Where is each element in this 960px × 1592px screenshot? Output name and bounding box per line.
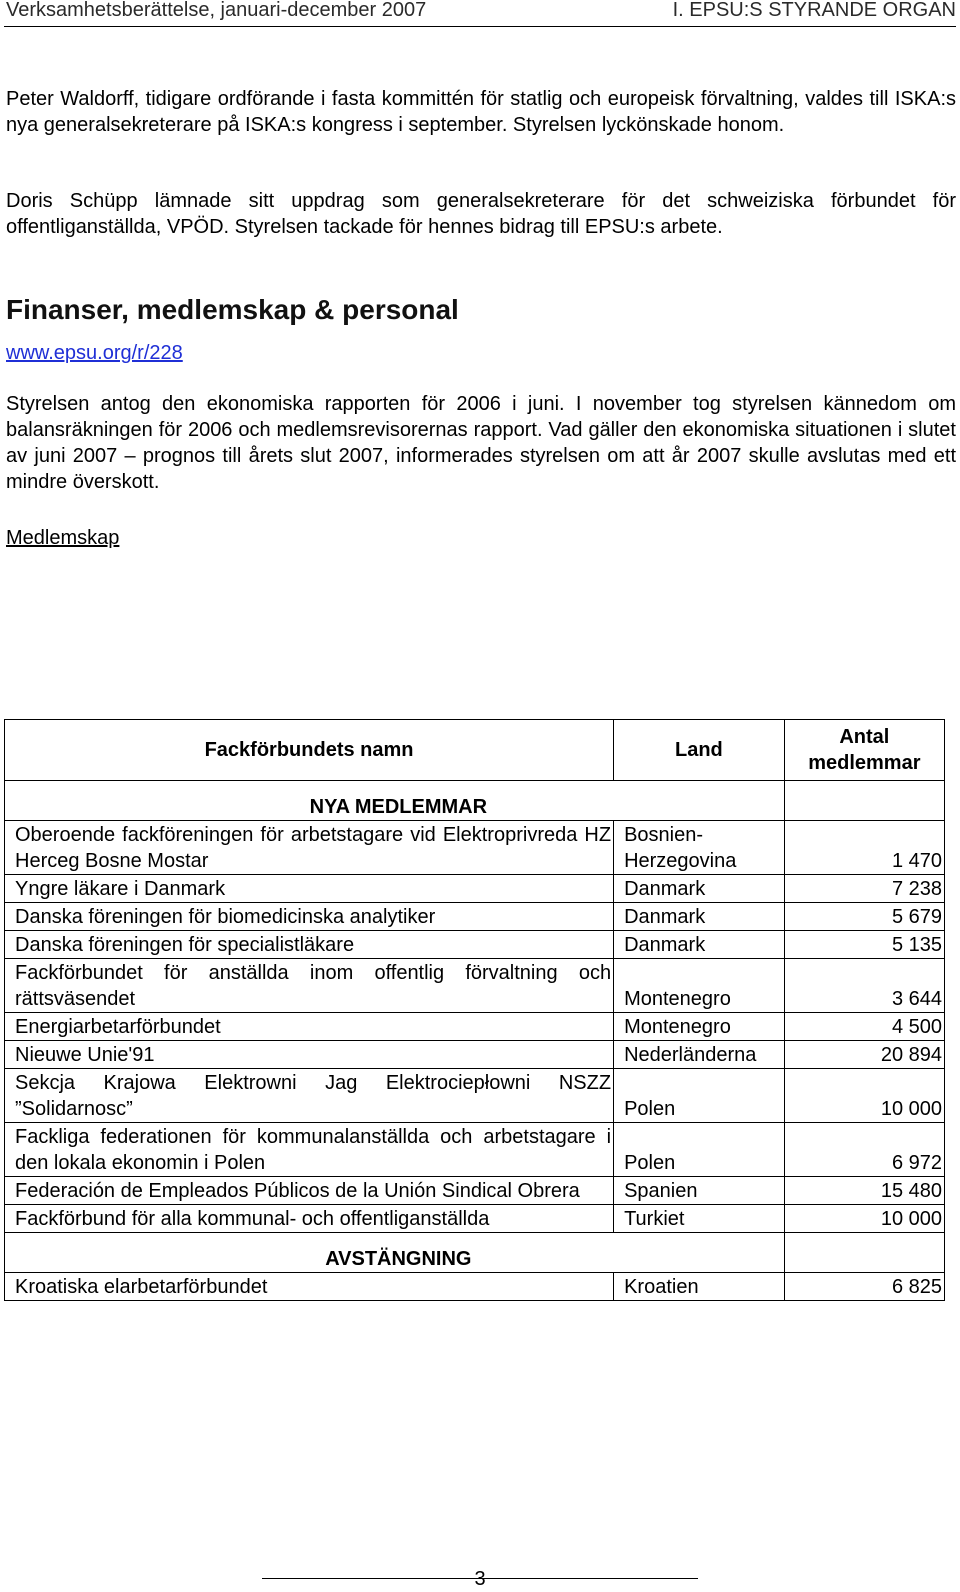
table-row (5, 1069, 945, 1123)
member-union-name: Fackförbundet för anställda inom offentlig förvaltning och rättsväsendet (5, 959, 614, 1013)
member-country: Danmark (614, 903, 785, 931)
header-section-title: I. EPSU:S STYRANDE ORGAN (672, 0, 956, 21)
member-country: Danmark (614, 875, 785, 903)
member-count: 1 470 (784, 821, 944, 875)
member-country: Kroatien (614, 1273, 785, 1301)
member-country: Polen (614, 1123, 785, 1177)
paragraph-schupp: Doris Schüpp lämnade sitt uppdrag som generalsekreterare för det schweiziska förbundet för offentliganställda, VPÖD. Styrelsen tackade för hennes bidrag till EPSU:s arbete. (6, 190, 956, 238)
page-number: 3 (474, 1568, 486, 1590)
section-link[interactable]: www.epsu.org/r/228 (6, 342, 183, 364)
member-count: 10 000 (784, 1205, 944, 1233)
member-union-name: Danska föreningen för biomedicinska analytiker (5, 903, 614, 931)
member-country: Nederländerna (614, 1041, 785, 1069)
table-row (5, 1205, 945, 1233)
member-union-name: Yngre läkare i Danmark (5, 875, 614, 903)
member-count: 6 825 (784, 1273, 944, 1301)
member-count: 15 480 (784, 1177, 944, 1205)
member-country: Montenegro (614, 1013, 785, 1041)
member-union-name: Kroatiska elarbetarförbundet (5, 1273, 614, 1301)
member-union-name: Fackförbund för alla kommunal- och offentliganställda (5, 1205, 614, 1233)
member-country: Danmark (614, 931, 785, 959)
table-row (5, 959, 945, 1013)
member-count: 5 679 (784, 903, 944, 931)
member-count: 20 894 (784, 1041, 944, 1069)
table-row (5, 1013, 945, 1041)
header-country: Land (614, 720, 785, 781)
member-count: 7 238 (784, 875, 944, 903)
member-count: 6 972 (784, 1123, 944, 1177)
member-count: 5 135 (784, 931, 944, 959)
table-row (5, 903, 945, 931)
header-divider (4, 26, 956, 27)
member-country: Bosnien-Herzegovina (614, 821, 785, 875)
member-count: 4 500 (784, 1013, 944, 1041)
membership-subheading: Medlemskap (6, 527, 120, 549)
header-members: Antal medlemmar (784, 720, 944, 781)
member-count: 10 000 (784, 1069, 944, 1123)
table-header-row (5, 720, 945, 781)
member-country: Montenegro (614, 959, 785, 1013)
header-name: Fackförbundets namn (5, 720, 614, 781)
member-union-name: Sekcja Krajowa Elektrowni Jag Elektrociepłowni NSZZ ”Solidarnosc” (5, 1069, 614, 1123)
member-count: 3 644 (784, 959, 944, 1013)
member-union-name: Nieuwe Unie'91 (5, 1041, 614, 1069)
paragraph-waldorff: Peter Waldorff, tidigare ordförande i fasta kommittén för statlig och europeisk förvaltning, valdes till ISKA:s nya generalsekreterare på ISKA:s kongress i september. Styrelsen lyckönskade honom. (6, 88, 956, 136)
member-country: Spanien (614, 1177, 785, 1205)
section-suspended: AVSTÄNGNING (5, 1233, 785, 1273)
table-row (5, 821, 945, 875)
member-country: Turkiet (614, 1205, 785, 1233)
table-row (5, 875, 945, 903)
paragraph-finances: Styrelsen antog den ekonomiska rapporten för 2006 i juni. I november tog styrelsen kännedom om balansräkningen för 2006 och medlemsrevisorernas rapport. Vad gäller den ekonomiska situationen i slutet av juni 2007 – prognos till årets slut 2007, informerades styrelsen om att år 2007 skulle avslutas med ett mindre överskott. (6, 393, 956, 493)
membership-table (4, 719, 945, 1301)
section-row-suspended (5, 1233, 945, 1273)
table-row (5, 1041, 945, 1069)
section-title: Finanser, medlemskap & personal (6, 294, 459, 325)
table-row (5, 1177, 945, 1205)
header-document-title: Verksamhetsberättelse, januari-december 2007 (6, 0, 427, 21)
member-union-name: Fackliga federationen för kommunalanställda och arbetstagare i den lokala ekonomin i Polen (5, 1123, 614, 1177)
section-new-members: NYA MEDLEMMAR (5, 781, 785, 821)
member-union-name: Energiarbetarförbundet (5, 1013, 614, 1041)
running-header (6, 0, 956, 26)
member-country: Polen (614, 1069, 785, 1123)
table-row (5, 931, 945, 959)
table-row (5, 1123, 945, 1177)
member-union-name: Oberoende fackföreningen för arbetstagare vid Elektroprivreda HZ Herceg Bosne Mostar (5, 821, 614, 875)
member-union-name: Danska föreningen för specialistläkare (5, 931, 614, 959)
table-row (5, 1273, 945, 1301)
section-row-new (5, 781, 945, 821)
member-union-name: Federación de Empleados Públicos de la Unión Sindical Obrera (5, 1177, 614, 1205)
